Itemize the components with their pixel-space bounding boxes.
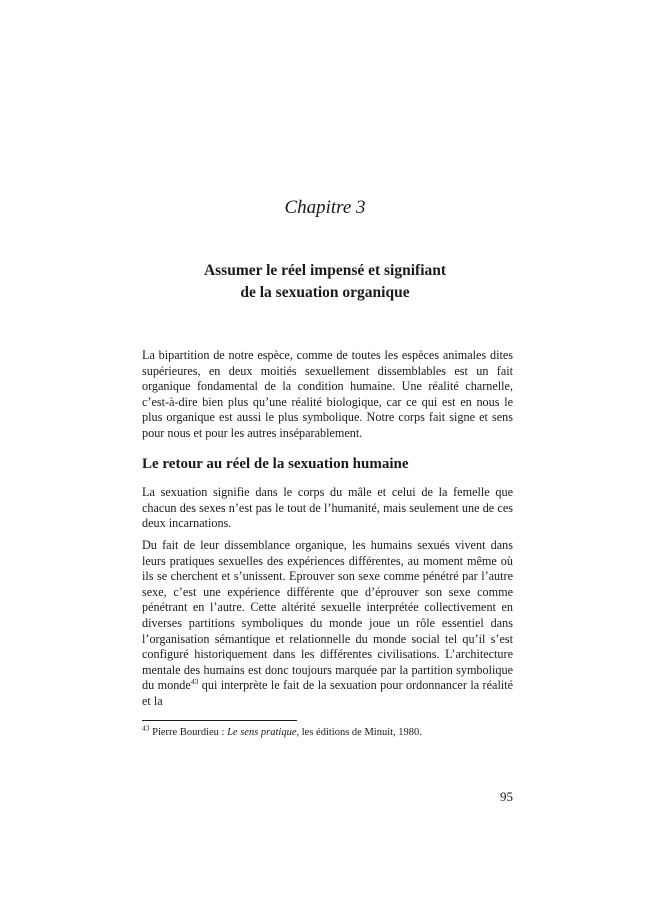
chapter-title-line-2: de la sexuation organique: [240, 284, 410, 301]
section-paragraph-2-block: [142, 538, 513, 710]
footnote-text-before: Pierre Bourdieu :: [149, 727, 228, 738]
footnote: [142, 723, 513, 738]
footnote-reference: 43: [190, 677, 199, 687]
paragraph-2-text-before-note: Du fait de leur dissemblance organique, les humains sexués vivent dans leurs pratiques sexuelles des expériences différentes, au moment même où ils se cherchent et s’unissent. Eprouver son sexe comme pénétré par l’autre sexe, c’est une expérience différente que d’éprouver son sexe comme pénétrant en l’autre. Cette altérité sexuelle interprétée collectivement en diverses partitions symboliques du monde joue un rôle essentiel dans l’organisation sémantique et relationnelle du monde social tel qu’il s’est configuré historiquement dans les différentes civilisations. L’architecture mentale des humains est donc toujours marquée par la partition symbolique du monde: [142, 538, 513, 693]
footnote-text-after: , les éditions de Minuit, 1980.: [296, 727, 422, 738]
paragraph-2-text-after-note: qui interprète le fait de la sexuation pour ordonnancer la réalité et la: [142, 678, 514, 708]
intro-paragraph-block: [142, 348, 513, 442]
section-paragraph-2: [142, 538, 513, 710]
page-number: 95: [500, 789, 513, 804]
section-heading: Le retour au réel de la sexuation humaine: [142, 456, 409, 472]
section-paragraph-1-block: [142, 485, 513, 532]
footnote-divider: [142, 720, 297, 721]
chapter-title-line-1: Assumer le réel impensé et signifiant: [203, 262, 447, 279]
intro-paragraph: La bipartition de notre espèce, comme de toutes les espèces animales dites supérieures, en deux moitiés sexuellement dissemblables est un fait organique fondamental de la condition humaine. Une réalité charnelle, c’est-à-dire bien plus qu’une réalité biologique, car ce qui est en nous le plus organique est aussi le plus symbolique. Notre corps fait signe et sens pour nous et pour les autres inséparablement.: [142, 348, 513, 440]
chapter-title: [0, 260, 650, 304]
chapter-label: Chapitre 3: [284, 197, 366, 218]
section-paragraph-1: La sexuation signifie dans le corps du mâle et celui de la femelle que chacun des sexes n’est pas le tout de l’humanité, mais seulement une de ces deux incarnations.: [142, 485, 513, 531]
footnote-book-title: Le sens pratique: [227, 727, 297, 738]
footnote-number: 43: [142, 723, 150, 733]
